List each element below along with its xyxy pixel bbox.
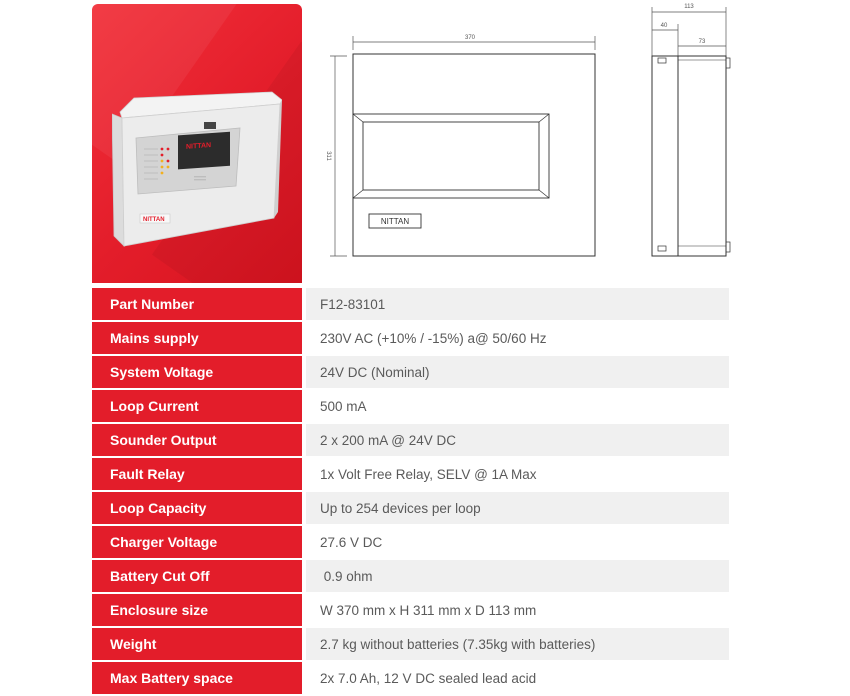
spec-row-max-battery-space [92, 662, 729, 696]
spec-value: 0.9 ohm [306, 560, 729, 594]
spec-row-part-number [92, 288, 729, 322]
dim-73-label: 73 [698, 39, 706, 45]
spec-label: Loop Current [92, 390, 302, 424]
spec-row-mains-supply [92, 322, 729, 356]
spec-row-fault-relay [92, 458, 729, 492]
spec-label: Charger Voltage [92, 526, 302, 560]
spec-row-system-voltage [92, 356, 729, 390]
spec-row-loop-current [92, 390, 729, 424]
spec-row-weight [92, 628, 729, 662]
spec-label: Sounder Output [92, 424, 302, 458]
height-dimension-label: 311 [325, 151, 331, 161]
spec-row-charger-voltage [92, 526, 729, 560]
front-brand-text: NITTAN [143, 217, 165, 223]
spec-row-sounder-output [92, 424, 729, 458]
product-image-panel [92, 4, 302, 283]
spec-row-enclosure-size [92, 594, 729, 628]
width-dimension-label: 370 [464, 35, 476, 41]
specification-table [92, 288, 729, 696]
spec-label: Mains supply [92, 322, 302, 356]
spec-label: Battery Cut Off [92, 560, 302, 594]
depth-dimension-label: 113 [684, 4, 694, 10]
control-panel-photo [112, 90, 282, 250]
spec-value: 500 mA [306, 390, 729, 424]
spec-row-loop-capacity [92, 492, 729, 526]
spec-value: W 370 mm x H 311 mm x D 113 mm [306, 594, 729, 628]
screen-brand-text: NITTAN [186, 142, 212, 151]
spec-value: 2.7 kg without batteries (7.35kg with batteries) [306, 628, 729, 662]
spec-label: Weight [92, 628, 302, 662]
side-dimension-drawing [640, 0, 740, 262]
spec-label: Fault Relay [92, 458, 302, 492]
spec-label: Part Number [92, 288, 302, 322]
spec-label: Loop Capacity [92, 492, 302, 526]
spec-value: F12-83101 [306, 288, 729, 322]
drawing-brand-label: NITTAN [380, 217, 410, 226]
spec-value: Up to 254 devices per loop [306, 492, 729, 526]
front-dimension-drawing [325, 28, 615, 260]
spec-label: System Voltage [92, 356, 302, 390]
spec-value: 230V AC (+10% / -15%) a@ 50/60 Hz [306, 322, 729, 356]
spec-label: Max Battery space [92, 662, 302, 696]
dim-40-label: 40 [660, 23, 668, 29]
spec-row-battery-cut-off [92, 560, 729, 594]
spec-value: 27.6 V DC [306, 526, 729, 560]
spec-value: 2 x 200 mA @ 24V DC [306, 424, 729, 458]
spec-label: Enclosure size [92, 594, 302, 628]
spec-value: 1x Volt Free Relay, SELV @ 1A Max [306, 458, 729, 492]
spec-value: 2x 7.0 Ah, 12 V DC sealed lead acid [306, 662, 729, 696]
spec-value: 24V DC (Nominal) [306, 356, 729, 390]
